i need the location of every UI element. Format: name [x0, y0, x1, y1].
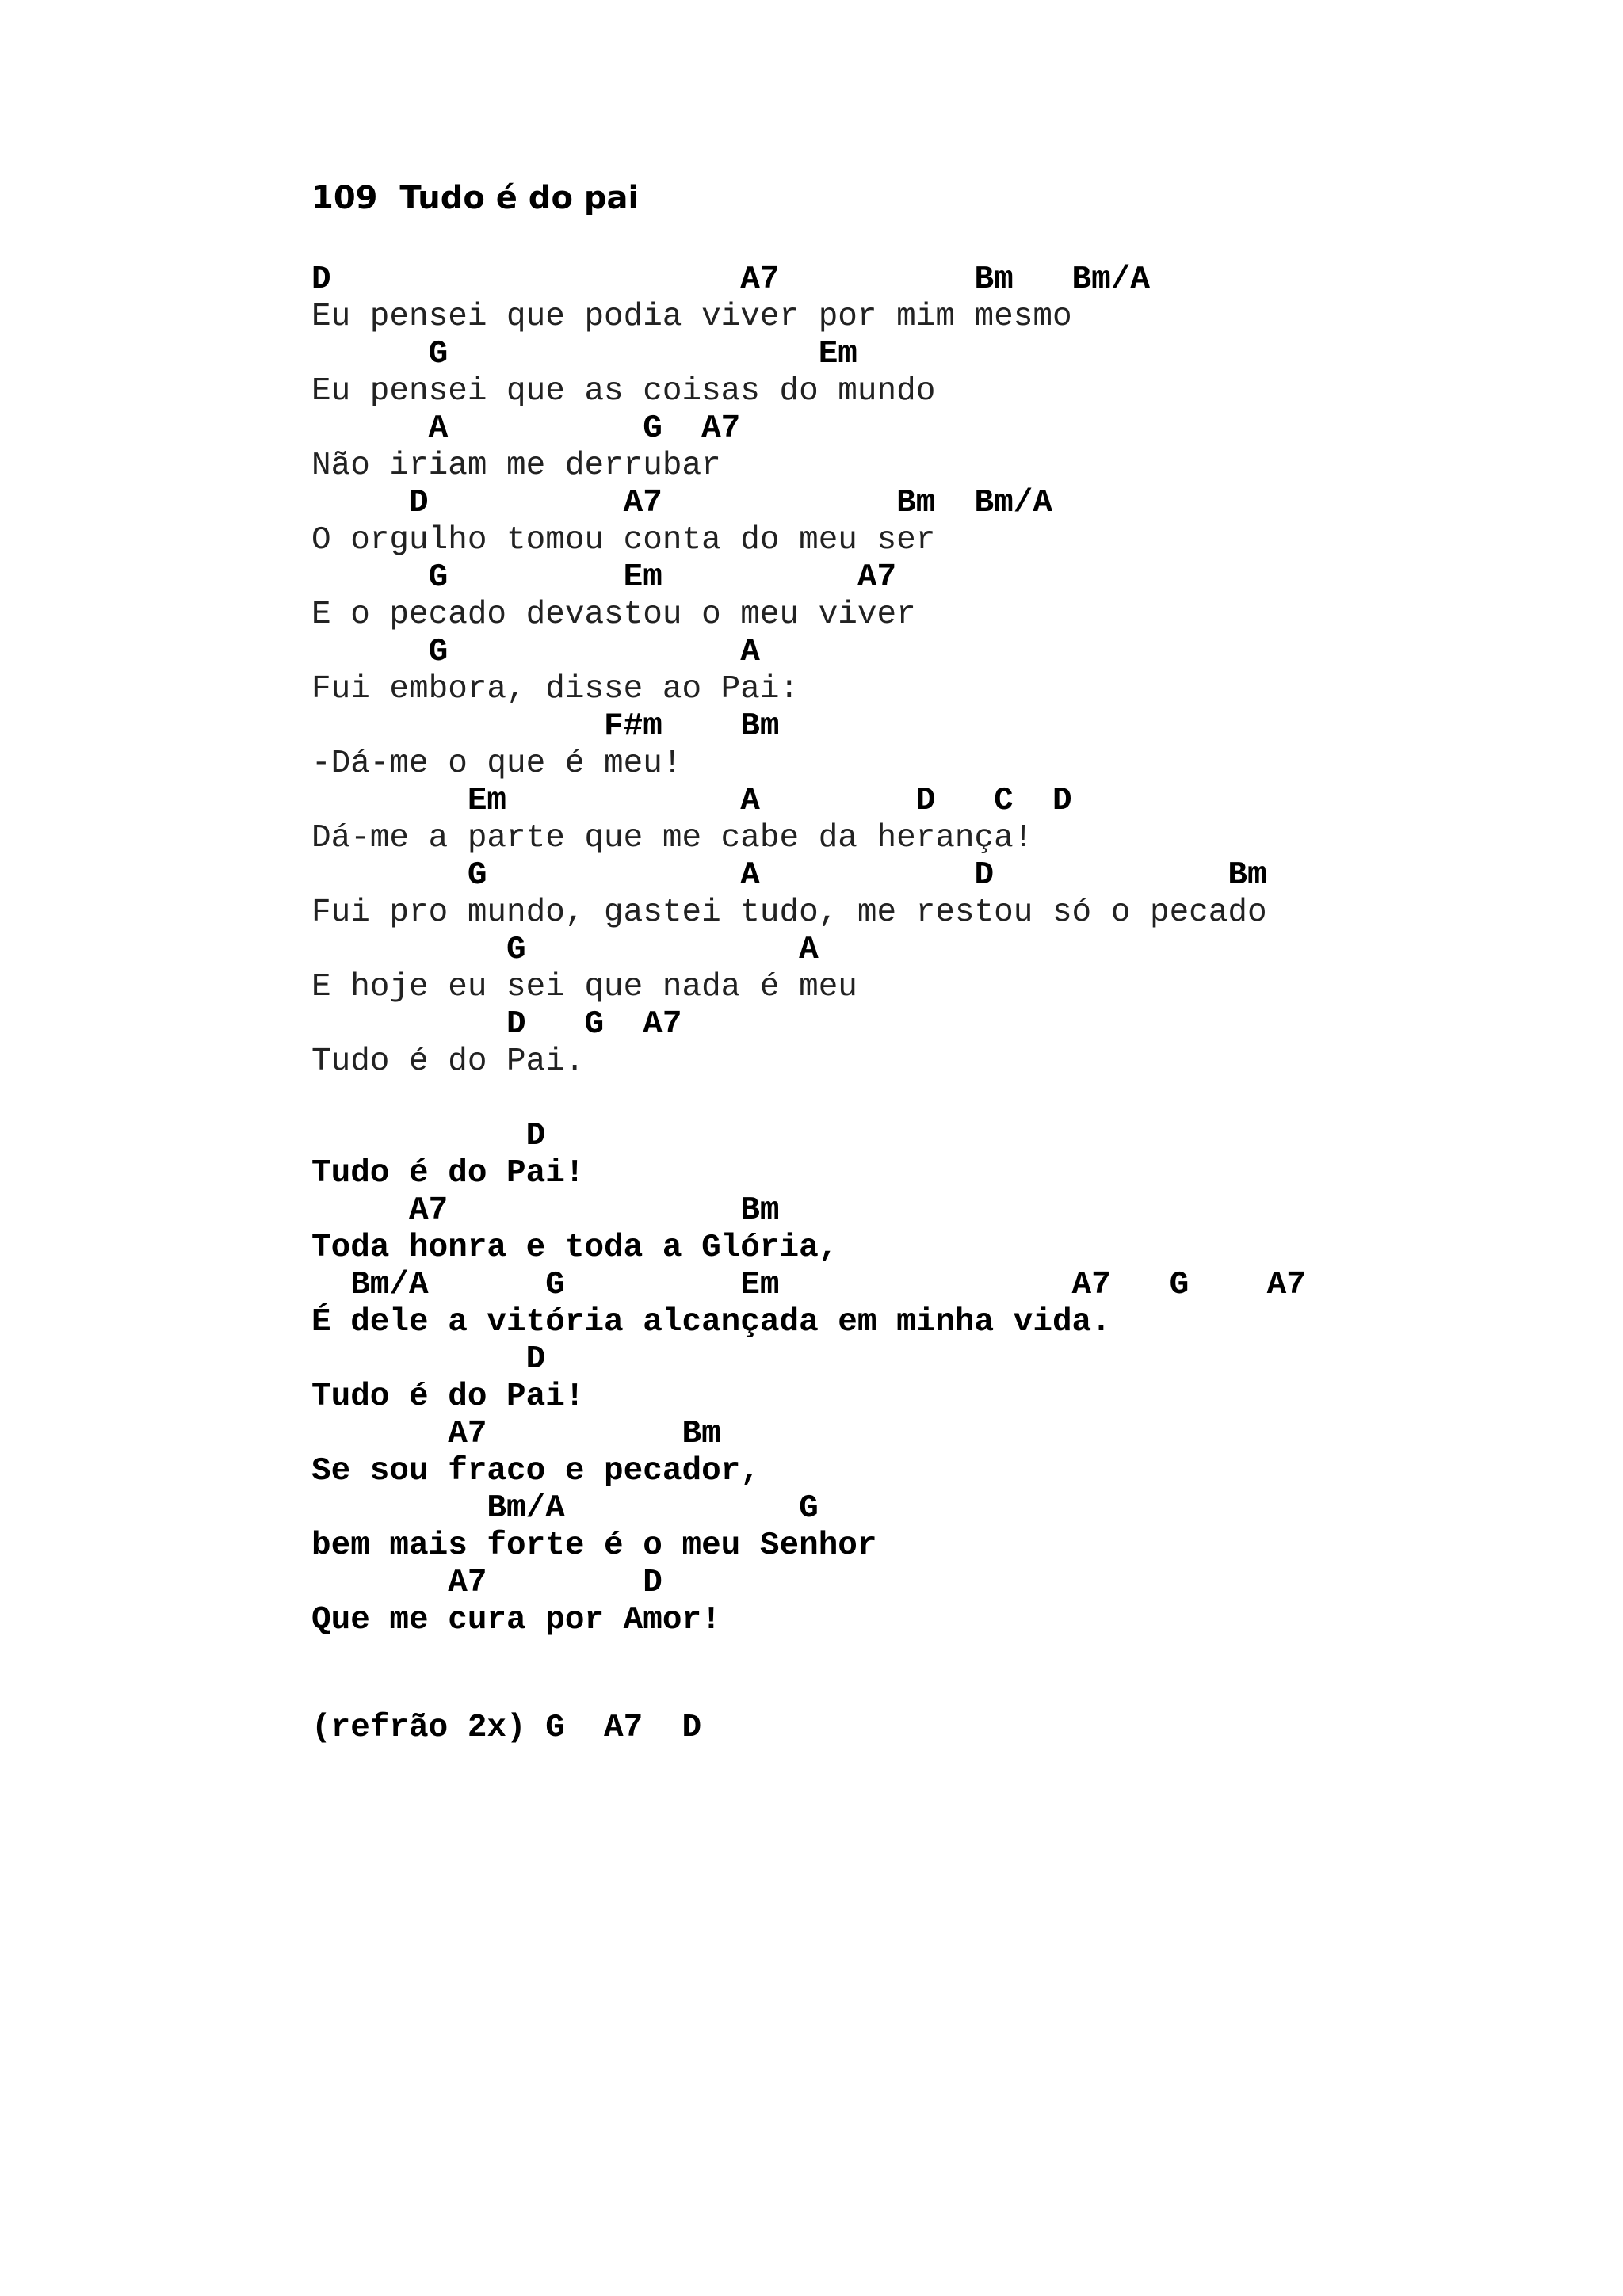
chord-line: D G A7 [311, 1006, 682, 1043]
chord-line: Em A D C D [311, 783, 1072, 819]
song-sheet [311, 261, 1306, 1639]
lyric-line: Fui embora, disse ao Pai: [311, 671, 800, 707]
chorus-line: É dele a vitória alcançada em minha vida. [311, 1304, 1111, 1341]
chord-line: D [311, 1341, 546, 1378]
refrain-note: (refrão 2x) G A7 D [311, 1710, 702, 1746]
chorus-line: Se sou fraco e pecador, [311, 1453, 760, 1489]
chorus-line: Tudo é do Pai! [311, 1379, 585, 1415]
lyric-line: Não iriam me derrubar [311, 448, 721, 484]
chorus-line: Que me cura por Amor! [311, 1602, 721, 1638]
stanza-gap [311, 1081, 1306, 1118]
chord-line: G A [311, 634, 760, 670]
chord-line: Bm/A G Em A7 G A7 [311, 1267, 1306, 1303]
lyric-line: Eu pensei que as coisas do mundo [311, 373, 936, 410]
chorus-line: Tudo é do Pai! [311, 1155, 585, 1192]
chorus-line: bem mais forte é o meu Senhor [311, 1527, 877, 1564]
lyric-line: O orgulho tomou conta do meu ser [311, 522, 936, 559]
chord-line: A G A7 [311, 410, 741, 447]
chord-line: A7 D [311, 1565, 663, 1601]
chord-line: F#m Bm [311, 708, 780, 745]
lyric-line: -Dá-me o que é meu! [311, 746, 682, 782]
lyric-line: Dá-me a parte que me cabe da herança! [311, 820, 1033, 856]
chord-line: A7 Bm [311, 1192, 780, 1229]
song-title: 109 Tudo é do pai [311, 180, 640, 216]
chord-line: G Em A7 [311, 559, 897, 596]
chord-line: D [311, 1118, 546, 1154]
chorus-line: Toda honra e toda a Glória, [311, 1230, 838, 1266]
chord-line: A7 Bm [311, 1416, 721, 1452]
chord-line: D A7 Bm Bm/A [311, 261, 1150, 298]
chord-line: D A7 Bm Bm/A [311, 485, 1052, 521]
lyric-line: Eu pensei que podia viver por mim mesmo [311, 299, 1072, 335]
lyric-line: Tudo é do Pai. [311, 1043, 585, 1080]
chord-line: G Em [311, 336, 857, 372]
lyric-line: Fui pro mundo, gastei tudo, me restou só o pecado [311, 894, 1267, 931]
chord-line: G A [311, 932, 819, 968]
chorus-block [311, 1118, 1306, 1639]
chord-line: G A D Bm [311, 857, 1267, 894]
lyric-line: E hoje eu sei que nada é meu [311, 969, 857, 1005]
verse-block [311, 261, 1306, 1081]
lyric-line: E o pecado devastou o meu viver [311, 597, 916, 633]
chord-line: Bm/A G [311, 1490, 819, 1527]
